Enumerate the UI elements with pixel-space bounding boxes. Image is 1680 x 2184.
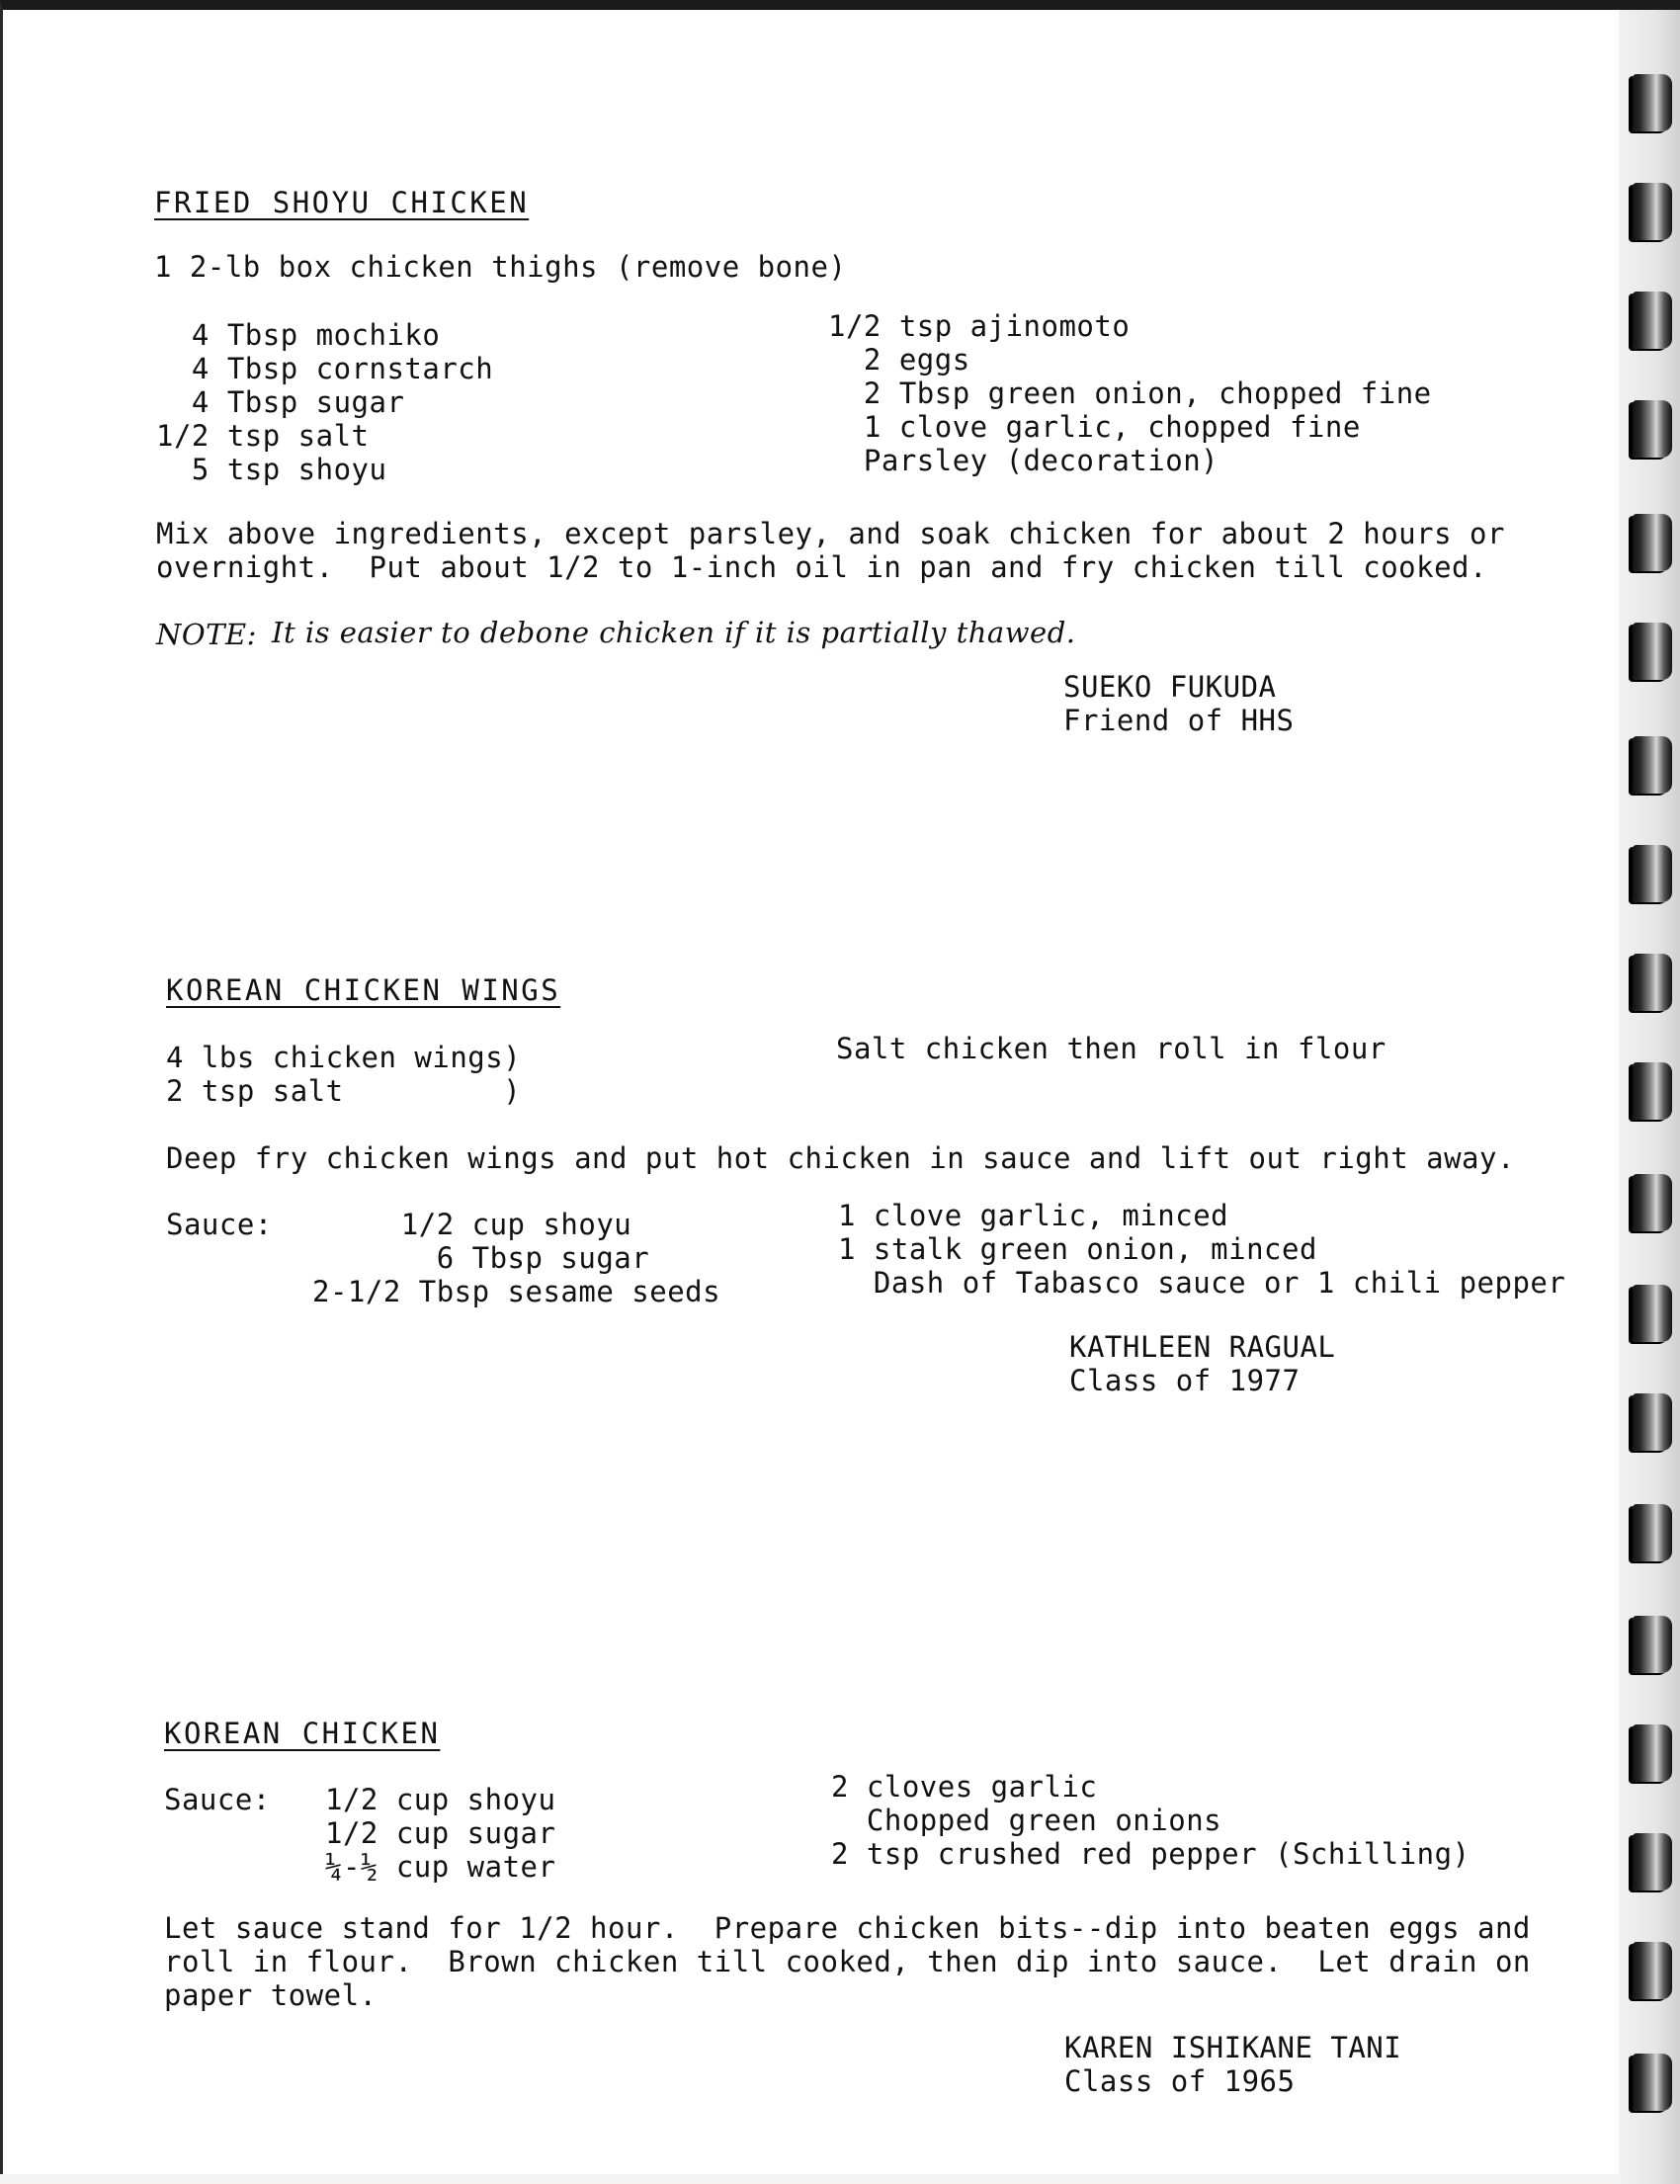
directions-line: paper towel.	[164, 1978, 378, 2012]
directions-line: Let sauce stand for 1/2 hour. Prepare chicken bits--dip into beaten eggs and	[164, 1911, 1531, 1945]
author-name: KAREN ISHIKANE TANI	[1064, 2031, 1402, 2064]
directions-line: overnight. Put about 1/2 to 1-inch oil in pan and fry chicken till cooked.	[156, 550, 1487, 584]
author-affiliation: Friend of HHS	[1063, 704, 1295, 737]
ingredient-line: 2 Tbsp green onion, chopped fine	[828, 377, 1432, 410]
ingredient-line: 4 Tbsp mochiko	[156, 318, 441, 352]
sauce-ingredient: 2 cloves garlic	[831, 1770, 1098, 1804]
binding-ring	[1633, 1062, 1672, 1120]
ingredient-line: Parsley (decoration)	[828, 444, 1219, 477]
spiral-binding	[1619, 10, 1680, 2184]
sauce-ingredient: 1/2 cup sugar	[325, 1816, 556, 1850]
ingredient-line: 4 lbs chicken wings)	[166, 1041, 522, 1074]
binding-ring	[1633, 1616, 1672, 1673]
binding-ring	[1633, 2054, 1672, 2111]
binding-ring	[1633, 1942, 1672, 1999]
directions-line: roll in flour. Brown chicken till cooked, then dip into sauce. Let drain on	[164, 1945, 1531, 1978]
sauce-ingredient: ¼-½ cup water	[325, 1850, 556, 1884]
directions-line: Mix above ingredients, except parsley, and soak chicken for about 2 hours or	[156, 517, 1505, 550]
binding-ring	[1633, 1504, 1672, 1561]
ingredient-line: Salt chicken then roll in flour	[836, 1032, 1386, 1065]
sauce-ingredient: 1/2 cup shoyu	[312, 1208, 632, 1241]
recipe-title: KOREAN CHICKEN WINGS	[166, 973, 561, 1007]
ingredient-line: 5 tsp shoyu	[156, 453, 387, 486]
binding-ring	[1633, 954, 1672, 1011]
ingredient-line: 1/2 tsp ajinomoto	[828, 309, 1131, 343]
binding-ring	[1633, 292, 1672, 349]
note-text: It is easier to debone chicken if it is partially thawed.	[272, 616, 1076, 649]
sauce-ingredient: 1/2 cup shoyu	[325, 1783, 556, 1816]
author-affiliation: Class of 1977	[1069, 1364, 1301, 1397]
binding-ring	[1633, 1285, 1672, 1342]
sauce-ingredient: 1 stalk green onion, minced	[838, 1232, 1317, 1266]
sauce-ingredient: Dash of Tabasco sauce or 1 chili pepper	[838, 1266, 1566, 1300]
author-affiliation: Class of 1965	[1064, 2064, 1296, 2098]
binding-ring	[1633, 1174, 1672, 1231]
author-name: KATHLEEN RAGUAL	[1069, 1330, 1336, 1364]
binding-ring	[1633, 1724, 1672, 1782]
directions-line: Deep fry chicken wings and put hot chicken in sauce and lift out right away.	[166, 1141, 1515, 1175]
recipe-title: FRIED SHOYU CHICKEN	[154, 186, 530, 219]
note-label: NOTE:	[156, 618, 257, 651]
binding-ring	[1633, 623, 1672, 680]
sauce-label: Sauce:	[166, 1208, 273, 1241]
sauce-ingredient: Chopped green onions	[831, 1804, 1222, 1837]
sauce-ingredient: 2 tsp crushed red pepper (Schilling)	[831, 1837, 1470, 1871]
binding-ring	[1633, 736, 1672, 794]
ingredient-line: 1 clove garlic, chopped fine	[828, 410, 1361, 444]
author-name: SUEKO FUKUDA	[1063, 670, 1277, 704]
ingredient-line: 4 Tbsp sugar	[156, 385, 405, 419]
sauce-ingredient: 6 Tbsp sugar	[312, 1241, 650, 1275]
binding-ring	[1633, 845, 1672, 902]
ingredient-line: 2 tsp salt )	[166, 1074, 522, 1108]
ingredient-line: 4 Tbsp cornstarch	[156, 352, 494, 385]
ingredient-line: 1/2 tsp salt	[156, 419, 370, 453]
binding-ring	[1633, 183, 1672, 240]
sauce-ingredient: 1 clove garlic, minced	[838, 1199, 1229, 1232]
sauce-ingredient: 2-1/2 Tbsp sesame seeds	[312, 1275, 721, 1308]
recipe-title: KOREAN CHICKEN	[164, 1717, 441, 1750]
recipe-intro: 1 2-lb box chicken thighs (remove bone)	[154, 250, 847, 284]
binding-ring	[1633, 514, 1672, 571]
binding-ring	[1633, 1393, 1672, 1451]
binding-ring	[1633, 400, 1672, 458]
binding-ring	[1633, 1833, 1672, 1890]
binding-ring	[1633, 74, 1672, 131]
sauce-label: Sauce:	[164, 1783, 271, 1816]
ingredient-line: 2 eggs	[828, 343, 970, 377]
